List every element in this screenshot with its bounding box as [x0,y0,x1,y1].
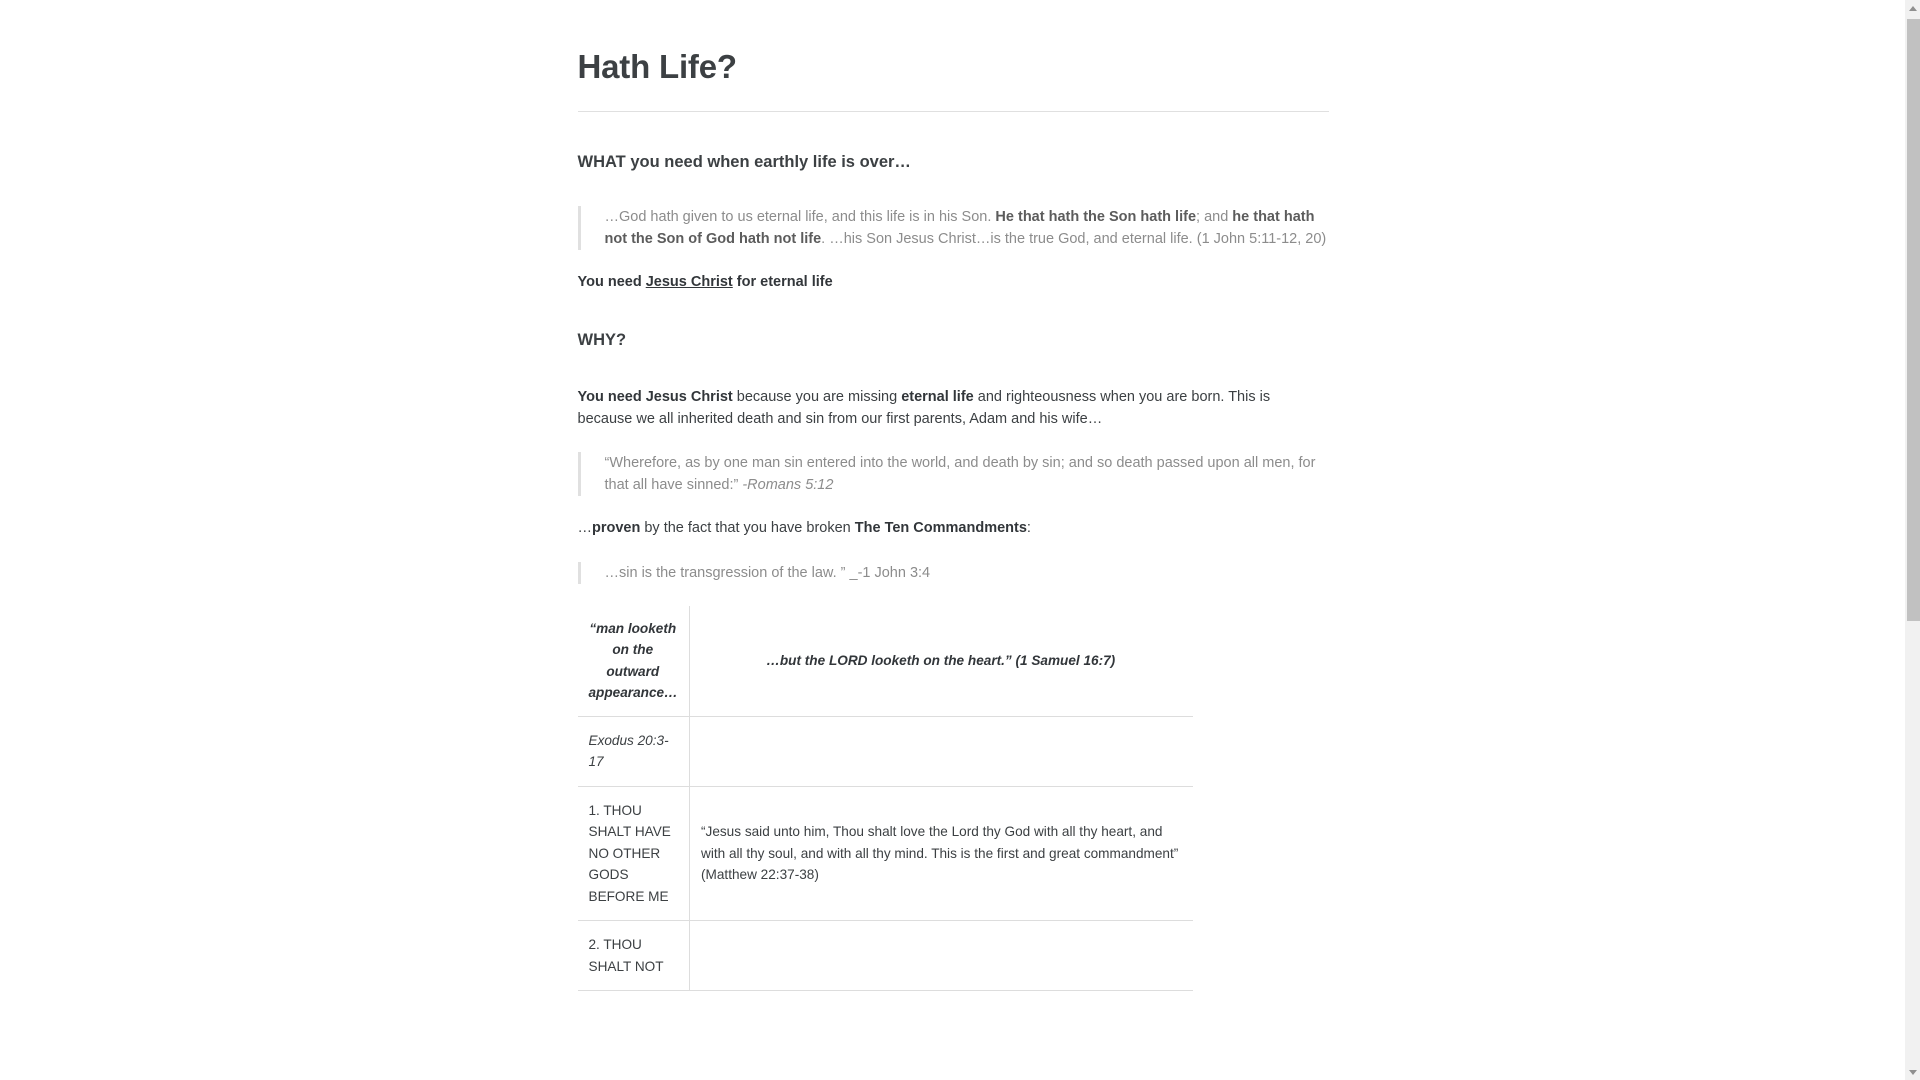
quote-bold-2: he that hath not the Son of God hath not life [604,209,1315,248]
table-cell-commentary: “Jesus said unto him, Thou shalt love the Lord thy God with all thy heart, and with all thy soul, and with all thy mind. This is the first and great commandment” (Matthew 22:37-38) [690,786,1193,921]
quote-text-part3: . …his Son Jesus Christ…is the true God, and eternal life. (1 John 5:11-12, 20) [821,231,1327,248]
paragraph-mid-1: because you are missing [732,389,902,406]
chevron-down-icon [1909,1070,1917,1075]
table-cell-reference: Exodus 20:3-17 [578,716,690,786]
table-cell-commentary [690,716,1193,786]
section-heading-what: WHAT you need when earthly life is over… [577,152,911,171]
scrollbar-up-button[interactable] [1906,0,1920,16]
paragraph-proven [578,518,1329,540]
statement-suffix: for eternal life [732,274,833,291]
blockquote-romans-5-12 [578,452,1329,496]
proven-bold-2: The Ten Commandments [854,520,1027,537]
scrollbar-thumb[interactable] [1907,19,1920,621]
statement-prefix: You need [577,274,646,291]
table-header-right: …but the LORD looketh on the heart.” (1 Samuel 16:7) [690,606,1193,717]
romans-quote-text: “Wherefore, as by one man sin entered into the world, and death by sin; and so death passed upon all men, for that all have sinned:” [604,455,1316,494]
blockquote-1john-3-4: …sin is the transgression of the law. ” _-1 John 3:4 [578,562,1329,584]
vertical-scrollbar[interactable] [1905,0,1920,1080]
table-row [578,786,1193,921]
table-body [578,716,1193,991]
table-cell-commentary [690,921,1193,991]
proven-bold-1: proven [592,520,641,537]
proven-prefix: … [577,520,592,537]
blockquote-1john-5 [578,206,1329,250]
quote-bold-1: He that hath the Son hath life [995,209,1197,226]
page-title: Hath Life? [577,48,737,85]
content-column [577,0,1329,991]
paragraph-mid-2: and righteousness when you are born. This is because we all inherited death and sin from our first parents, Adam and his wife… [577,389,1271,427]
paragraph-bold-1: You need Jesus Christ [577,389,733,406]
proven-mid: by the fact that you have broken [640,520,855,537]
table-header-row [578,606,1193,717]
table-cell-commandment: 1. THOU SHALT HAVE NO OTHER GODS BEFORE ME [578,786,690,921]
paragraph-why [578,387,1329,430]
jesus-christ-link[interactable]: Jesus Christ [645,274,733,291]
table-row [578,921,1193,991]
statement-need-jesus [578,272,1329,293]
romans-citation: -Romans 5:12 [742,477,834,494]
quote-text-part1: …God hath given to us eternal life, and this life is in his Son. [604,209,996,226]
table-header-left: “man looketh on the outward appearance… [578,606,690,717]
commandments-table [578,606,1193,992]
chevron-up-icon [1909,6,1917,11]
section-heading-why: WHY? [577,331,627,350]
title-divider [578,111,1329,112]
table-row [578,716,1193,786]
scrollbar-down-button[interactable] [1906,1064,1920,1080]
table-cell-commandment: 2. THOU SHALT NOT [578,921,690,991]
quote-text-part2: ; and [1196,209,1233,226]
paragraph-bold-2: eternal life [901,389,974,406]
proven-suffix: : [1026,520,1031,537]
